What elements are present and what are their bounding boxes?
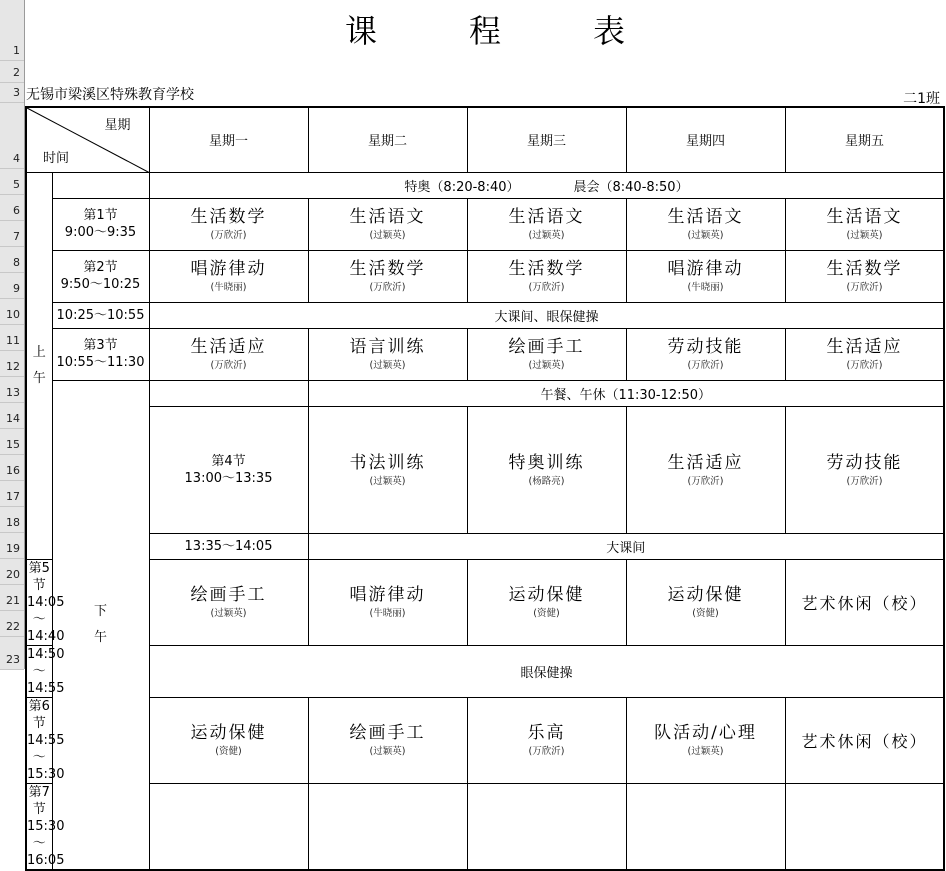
row-divider — [0, 428, 24, 429]
subject: 艺术休闲（校） — [801, 731, 928, 751]
class-cell — [308, 198, 467, 250]
teacher: (过颖英) — [369, 360, 406, 371]
class-cell — [308, 406, 467, 533]
corner-time-label: 时间 — [43, 150, 70, 166]
row-divider — [0, 376, 24, 377]
lunch-row — [26, 380, 944, 406]
subject: 唱游律动 — [190, 259, 267, 279]
break-time: 13:35～14:05 — [149, 533, 308, 559]
class-cell — [149, 697, 308, 783]
subject: 唱游律动 — [349, 585, 426, 605]
row-number[interactable]: 6 — [13, 204, 20, 217]
title-char: 表 — [593, 12, 626, 50]
row-number[interactable]: 7 — [13, 230, 20, 243]
class-cell — [308, 250, 467, 302]
teacher: (万欣沂) — [846, 475, 883, 487]
break-banner: 大课间、眼保健操 — [149, 302, 944, 328]
subject: 生活数学 — [826, 259, 903, 279]
class-cell — [149, 198, 308, 250]
teacher: (万欣沂) — [528, 746, 565, 757]
class-cell — [149, 328, 308, 380]
break-row — [26, 645, 944, 697]
row-header-column — [0, 0, 25, 669]
row-divider — [0, 246, 24, 247]
teacher: (牛晓丽) — [369, 608, 406, 619]
period-name: 第6节 — [28, 698, 50, 731]
teacher: (过颖英) — [687, 230, 724, 241]
class-cell — [308, 783, 467, 870]
teacher: (万欣沂) — [846, 282, 883, 293]
row-number[interactable]: 4 — [13, 152, 20, 165]
period-name: 第1节 — [83, 208, 118, 223]
row-divider — [0, 298, 24, 299]
break-banner: 大课间 — [308, 533, 944, 559]
subject: 生活数学 — [508, 259, 585, 279]
row-number[interactable]: 15 — [6, 438, 20, 451]
class-cell — [626, 328, 785, 380]
class-cell — [785, 559, 944, 645]
class-cell — [467, 328, 626, 380]
period-time: 13:00～13:35 — [184, 470, 273, 486]
period-time: 9:00～9:35 — [64, 225, 137, 240]
subject: 绘画手工 — [349, 723, 426, 743]
class-cell — [626, 559, 785, 645]
subject: 生活数学 — [349, 259, 426, 279]
subject: 生活适应 — [667, 452, 744, 473]
period-cell — [149, 406, 308, 533]
corner-week-label: 星期 — [104, 118, 131, 133]
break-row — [26, 302, 944, 328]
class-cell — [785, 250, 944, 302]
period-cell — [26, 559, 65, 645]
teacher: (过颖英) — [846, 230, 883, 241]
row-divider — [0, 220, 24, 221]
period-row — [26, 783, 944, 870]
title-char: 课 — [344, 12, 377, 50]
row-divider — [0, 168, 24, 169]
class-cell — [467, 198, 626, 250]
row-divider — [0, 102, 24, 103]
period-cell — [52, 328, 149, 380]
row-number[interactable]: 14 — [6, 412, 20, 425]
teacher: (过颖英) — [369, 230, 406, 241]
class-cell — [626, 198, 785, 250]
class-cell — [467, 406, 626, 533]
class-cell — [785, 783, 944, 870]
row-divider — [0, 272, 24, 273]
school-name: 无锡市梁溪区特殊教育学校 — [26, 87, 194, 103]
row-divider — [0, 669, 24, 670]
subject: 运动保健 — [190, 723, 267, 743]
row-number[interactable]: 11 — [6, 334, 20, 347]
subject: 语言训练 — [349, 337, 426, 357]
row-divider — [0, 610, 24, 611]
period-time: 14:05～14:40 — [27, 594, 65, 644]
subject: 特奥训练 — [508, 452, 585, 473]
class-cell — [626, 406, 785, 533]
break-time: 14:50～14:55 — [27, 646, 65, 696]
timetable — [25, 106, 945, 871]
row-number[interactable]: 3 — [13, 86, 20, 99]
empty-time-cell — [52, 172, 149, 198]
subject: 生活语文 — [826, 207, 903, 227]
row-divider — [0, 402, 24, 403]
period-cell — [26, 697, 65, 783]
subject: 队活动/心理 — [654, 723, 757, 743]
period-row — [26, 697, 944, 783]
day-header: 星期四 — [626, 107, 785, 172]
subject: 书法训练 — [349, 452, 426, 473]
class-cell — [626, 783, 785, 870]
class-cell — [467, 783, 626, 870]
row-number[interactable]: 16 — [6, 464, 20, 477]
row-divider — [0, 194, 24, 195]
row-divider — [0, 350, 24, 351]
row-divider — [0, 636, 24, 637]
period-cell — [52, 198, 149, 250]
class-cell — [308, 559, 467, 645]
subject: 生活语文 — [508, 207, 585, 227]
class-cell — [785, 198, 944, 250]
teacher: (资健) — [215, 746, 242, 757]
row-divider — [0, 558, 24, 559]
subject: 唱游律动 — [667, 259, 744, 279]
period-time: 9:50～10:25 — [60, 277, 141, 292]
class-cell — [785, 406, 944, 533]
class-cell — [626, 250, 785, 302]
subject: 运动保健 — [667, 585, 744, 605]
class-name: 二1班 — [903, 91, 940, 107]
class-cell — [149, 783, 308, 870]
teacher: (万欣沂) — [846, 360, 883, 371]
morning-banner: 特奥（8:20-8:40） 晨会（8:40-8:50） — [149, 172, 944, 198]
row-number[interactable]: 2 — [13, 66, 20, 79]
subject: 艺术休闲（校） — [801, 593, 928, 613]
day-header: 星期二 — [308, 107, 467, 172]
class-cell — [626, 697, 785, 783]
class-cell — [785, 697, 944, 783]
row-number[interactable]: 18 — [6, 516, 20, 529]
empty-time-cell — [149, 380, 308, 406]
period-name: 第7节 — [28, 784, 50, 817]
row-number[interactable]: 1 — [13, 44, 20, 57]
teacher: (过颖英) — [687, 746, 724, 757]
corner-cell — [26, 107, 149, 172]
row-number[interactable]: 8 — [13, 256, 20, 269]
row-number[interactable]: 23 — [6, 653, 20, 666]
row-divider — [0, 506, 24, 507]
period-name: 第5节 — [28, 560, 50, 593]
row-number[interactable]: 20 — [6, 568, 20, 581]
subject: 生活适应 — [190, 337, 267, 357]
teacher: (过颖英) — [369, 746, 406, 757]
subject: 生活数学 — [190, 207, 267, 227]
period-time: 10:55～11:30 — [56, 355, 145, 370]
am-label: 上 午 — [26, 172, 52, 559]
period-row — [26, 250, 944, 302]
header-row — [26, 107, 944, 172]
period-row — [26, 198, 944, 250]
period-cell — [26, 783, 65, 870]
subject: 乐高 — [527, 723, 566, 743]
period-name: 第4节 — [211, 453, 246, 469]
teacher: (万欣沂) — [528, 282, 565, 293]
class-cell — [467, 250, 626, 302]
banner-row — [26, 172, 944, 198]
class-cell — [467, 559, 626, 645]
row-number[interactable]: 10 — [6, 308, 20, 321]
row-number[interactable]: 5 — [13, 178, 20, 191]
teacher: (杨路亮) — [528, 475, 565, 487]
teacher: (万欣沂) — [210, 360, 247, 371]
row-number[interactable]: 21 — [6, 594, 20, 607]
class-cell — [149, 250, 308, 302]
period-name: 第3节 — [83, 338, 118, 353]
subject: 绘画手工 — [508, 337, 585, 357]
subject: 劳动技能 — [826, 452, 903, 473]
teacher: (万欣沂) — [369, 282, 406, 293]
break-banner: 眼保健操 — [149, 645, 944, 697]
subject: 运动保健 — [508, 585, 585, 605]
pm-label: 下 午 — [52, 380, 149, 870]
class-cell — [467, 697, 626, 783]
class-cell — [785, 328, 944, 380]
row-divider — [0, 532, 24, 533]
subject: 生活语文 — [349, 207, 426, 227]
teacher: (牛晓丽) — [210, 282, 247, 293]
break-time: 10:25～10:55 — [52, 302, 149, 328]
teacher: (资健) — [692, 608, 719, 619]
page-title — [24, 6, 946, 48]
row-divider — [0, 584, 24, 585]
teacher: (过颖英) — [528, 360, 565, 371]
period-row — [26, 559, 944, 645]
subject: 生活适应 — [826, 337, 903, 357]
row-divider — [0, 480, 24, 481]
row-divider — [0, 82, 24, 83]
row-number[interactable]: 22 — [6, 620, 20, 633]
teacher: (过颖英) — [369, 475, 406, 487]
row-divider — [0, 324, 24, 325]
row-number[interactable]: 19 — [6, 542, 20, 555]
row-number[interactable]: 13 — [6, 386, 20, 399]
title-char: 程 — [468, 12, 501, 50]
teacher: (资健) — [533, 608, 560, 619]
period-time: 14:55～15:30 — [27, 732, 65, 782]
teacher: (万欣沂) — [687, 360, 724, 371]
teacher: (过颖英) — [528, 230, 565, 241]
day-header: 星期一 — [149, 107, 308, 172]
class-cell — [308, 697, 467, 783]
row-number[interactable]: 9 — [13, 282, 20, 295]
teacher: (过颖英) — [210, 608, 247, 619]
lunch-banner: 午餐、午休（11:30-12:50） — [308, 380, 944, 406]
teacher: (万欣沂) — [687, 475, 724, 487]
period-time: 15:30～16:05 — [27, 818, 65, 868]
row-divider — [0, 60, 24, 61]
period-row — [26, 406, 944, 533]
day-header: 星期三 — [467, 107, 626, 172]
period-cell — [52, 250, 149, 302]
class-cell — [308, 328, 467, 380]
teacher: (万欣沂) — [210, 230, 247, 241]
subject: 生活语文 — [667, 207, 744, 227]
break-row — [26, 533, 944, 559]
period-row — [26, 328, 944, 380]
class-cell — [149, 559, 308, 645]
row-number[interactable]: 17 — [6, 490, 20, 503]
subject: 绘画手工 — [190, 585, 267, 605]
subject: 劳动技能 — [667, 337, 744, 357]
period-name: 第2节 — [83, 260, 118, 275]
teacher: (牛晓丽) — [687, 282, 724, 293]
row-number[interactable]: 12 — [6, 360, 20, 373]
day-header: 星期五 — [785, 107, 944, 172]
row-divider — [0, 454, 24, 455]
